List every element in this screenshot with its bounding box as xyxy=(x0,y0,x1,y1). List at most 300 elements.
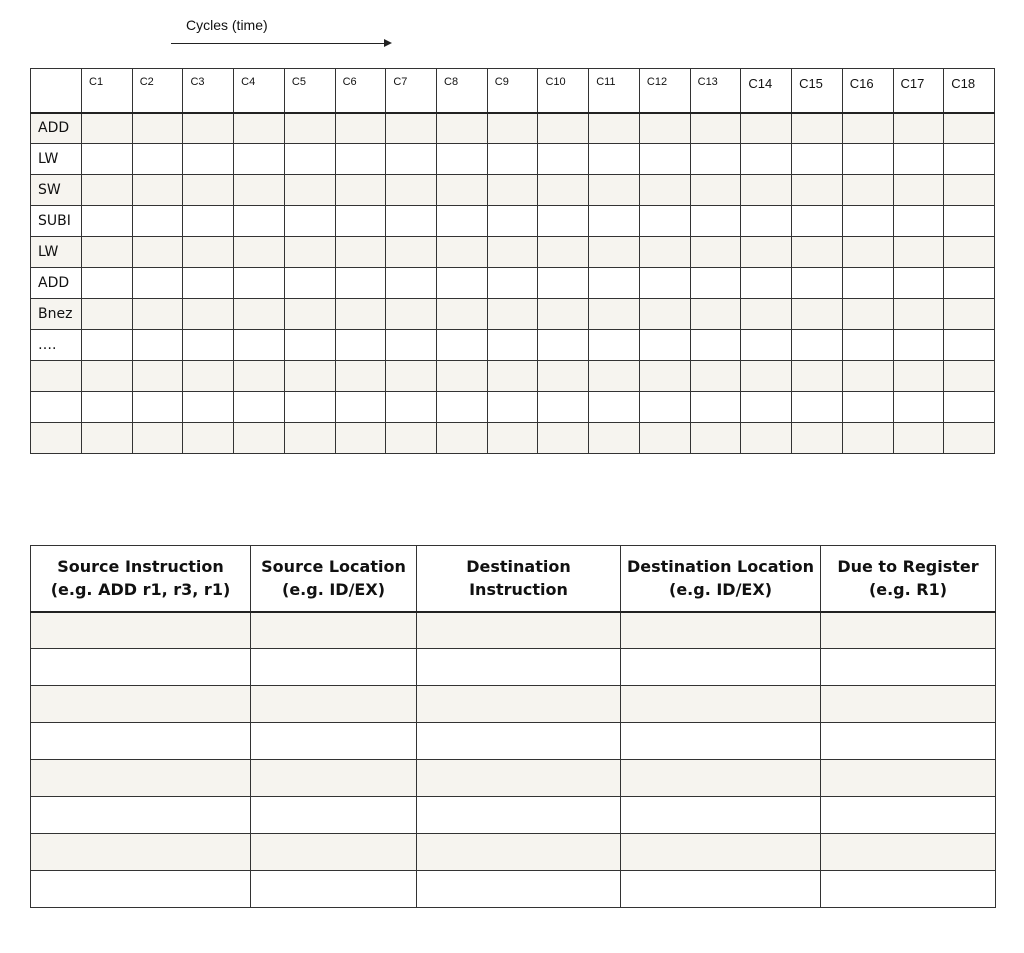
hazard-cell[interactable] xyxy=(31,649,251,686)
pipeline-row xyxy=(31,423,995,454)
hazard-cell[interactable] xyxy=(31,723,251,760)
pipeline-cell[interactable] xyxy=(589,237,640,268)
hazard-cell[interactable] xyxy=(251,723,417,760)
pipeline-cell[interactable] xyxy=(538,144,589,175)
pipeline-cell[interactable] xyxy=(183,423,234,454)
pipeline-cell[interactable] xyxy=(538,175,589,206)
column-header-line1: Destination xyxy=(466,557,571,577)
cycle-header: C18 xyxy=(944,69,995,113)
pipeline-cell[interactable] xyxy=(589,361,640,392)
cycle-header: C2 xyxy=(132,69,183,113)
pipeline-cell[interactable] xyxy=(741,423,792,454)
hazard-header-row xyxy=(31,546,996,612)
pipeline-cell[interactable] xyxy=(639,237,690,268)
pipeline-cell[interactable] xyxy=(386,268,437,299)
pipeline-cell[interactable] xyxy=(335,175,386,206)
pipeline-cell[interactable] xyxy=(335,206,386,237)
hazard-row xyxy=(31,723,996,760)
pipeline-cell[interactable] xyxy=(842,361,893,392)
pipeline-cell[interactable] xyxy=(690,330,741,361)
pipeline-cell[interactable] xyxy=(741,392,792,423)
pipeline-cell[interactable] xyxy=(335,330,386,361)
pipeline-cell[interactable] xyxy=(82,392,133,423)
pipeline-cell[interactable] xyxy=(639,361,690,392)
pipeline-cell[interactable] xyxy=(284,392,335,423)
pipeline-table xyxy=(30,68,995,454)
pipeline-cell[interactable] xyxy=(183,206,234,237)
pipeline-cell[interactable] xyxy=(437,423,488,454)
pipeline-cell[interactable] xyxy=(589,144,640,175)
pipeline-cell[interactable] xyxy=(792,175,843,206)
pipeline-cell[interactable] xyxy=(386,361,437,392)
pipeline-cell[interactable] xyxy=(183,268,234,299)
pipeline-cell[interactable] xyxy=(386,144,437,175)
column-header-line1: Due to Register xyxy=(837,557,979,577)
hazard-cell[interactable] xyxy=(621,686,821,723)
pipeline-cell[interactable] xyxy=(792,206,843,237)
column-header-line2: Instruction xyxy=(469,580,568,600)
hazard-cell[interactable] xyxy=(251,797,417,834)
hazard-cell[interactable] xyxy=(31,871,251,908)
pipeline-cell[interactable] xyxy=(690,113,741,144)
hazard-cell[interactable] xyxy=(821,612,996,649)
pipeline-cell[interactable] xyxy=(234,392,285,423)
pipeline-cell[interactable] xyxy=(842,330,893,361)
pipeline-cell[interactable] xyxy=(386,423,437,454)
pipeline-cell[interactable] xyxy=(437,299,488,330)
pipeline-cell[interactable] xyxy=(234,330,285,361)
pipeline-cell[interactable] xyxy=(538,206,589,237)
pipeline-cell[interactable] xyxy=(842,392,893,423)
hazard-row xyxy=(31,834,996,871)
hazard-cell[interactable] xyxy=(821,723,996,760)
pipeline-cell[interactable] xyxy=(792,299,843,330)
pipeline-row xyxy=(31,206,995,237)
hazard-table xyxy=(30,545,996,908)
pipeline-cell[interactable] xyxy=(82,113,133,144)
hazard-cell[interactable] xyxy=(821,760,996,797)
hazard-cell[interactable] xyxy=(621,649,821,686)
pipeline-cell[interactable] xyxy=(741,268,792,299)
pipeline-cell[interactable] xyxy=(335,113,386,144)
pipeline-cell[interactable] xyxy=(741,330,792,361)
instruction-label: SW xyxy=(31,175,82,206)
pipeline-cell[interactable] xyxy=(487,206,538,237)
pipeline-cell[interactable] xyxy=(589,175,640,206)
pipeline-cell[interactable] xyxy=(538,268,589,299)
pipeline-cell[interactable] xyxy=(893,113,944,144)
pipeline-cell[interactable] xyxy=(944,392,995,423)
pipeline-cell[interactable] xyxy=(842,175,893,206)
hazard-cell[interactable] xyxy=(821,834,996,871)
hazard-row xyxy=(31,871,996,908)
pipeline-cell[interactable] xyxy=(639,392,690,423)
pipeline-cell[interactable] xyxy=(132,330,183,361)
cycle-header: C9 xyxy=(487,69,538,113)
hazard-row xyxy=(31,649,996,686)
pipeline-row xyxy=(31,144,995,175)
pipeline-cell[interactable] xyxy=(437,175,488,206)
pipeline-cell[interactable] xyxy=(284,268,335,299)
pipeline-cell[interactable] xyxy=(538,299,589,330)
cycles-label: Cycles (time) xyxy=(186,17,268,33)
pipeline-cell[interactable] xyxy=(284,206,335,237)
instruction-label: …. xyxy=(31,330,82,361)
pipeline-cell[interactable] xyxy=(893,206,944,237)
pipeline-cell[interactable] xyxy=(132,299,183,330)
pipeline-cell[interactable] xyxy=(538,423,589,454)
pipeline-cell[interactable] xyxy=(944,268,995,299)
pipeline-cell[interactable] xyxy=(690,144,741,175)
pipeline-cell[interactable] xyxy=(690,237,741,268)
pipeline-cell[interactable] xyxy=(437,144,488,175)
hazard-cell[interactable] xyxy=(31,760,251,797)
pipeline-cell[interactable] xyxy=(893,299,944,330)
pipeline-cell[interactable] xyxy=(944,237,995,268)
pipeline-cell[interactable] xyxy=(589,423,640,454)
pipeline-cell[interactable] xyxy=(183,144,234,175)
hazard-column-header xyxy=(417,546,621,612)
pipeline-cell[interactable] xyxy=(944,144,995,175)
pipeline-cell[interactable] xyxy=(437,361,488,392)
pipeline-cell[interactable] xyxy=(437,113,488,144)
column-header-line2: (e.g. R1) xyxy=(868,580,948,600)
pipeline-cell[interactable] xyxy=(944,206,995,237)
cycle-header: C14 xyxy=(741,69,792,113)
pipeline-cell[interactable] xyxy=(132,144,183,175)
pipeline-cell[interactable] xyxy=(538,361,589,392)
hazard-cell[interactable] xyxy=(821,649,996,686)
pipeline-cell[interactable] xyxy=(487,299,538,330)
pipeline-cell[interactable] xyxy=(284,113,335,144)
hazard-cell[interactable] xyxy=(417,797,621,834)
pipeline-row xyxy=(31,113,995,144)
pipeline-cell[interactable] xyxy=(487,144,538,175)
hazard-column-header xyxy=(31,546,251,612)
pipeline-cell[interactable] xyxy=(82,237,133,268)
hazard-cell[interactable] xyxy=(251,871,417,908)
pipeline-cell[interactable] xyxy=(487,113,538,144)
hazard-cell[interactable] xyxy=(417,612,621,649)
pipeline-cell[interactable] xyxy=(386,392,437,423)
hazard-cell[interactable] xyxy=(251,649,417,686)
pipeline-cell[interactable] xyxy=(741,299,792,330)
hazard-cell[interactable] xyxy=(821,871,996,908)
pipeline-cell[interactable] xyxy=(589,206,640,237)
cycle-header: C16 xyxy=(842,69,893,113)
pipeline-cell[interactable] xyxy=(487,175,538,206)
hazard-column-header xyxy=(621,546,821,612)
hazard-cell[interactable] xyxy=(621,797,821,834)
pipeline-cell[interactable] xyxy=(792,113,843,144)
pipeline-row xyxy=(31,299,995,330)
hazard-cell[interactable] xyxy=(417,649,621,686)
hazard-cell[interactable] xyxy=(251,686,417,723)
pipeline-cell[interactable] xyxy=(183,361,234,392)
pipeline-cell[interactable] xyxy=(842,423,893,454)
pipeline-cell[interactable] xyxy=(589,392,640,423)
pipeline-cell[interactable] xyxy=(284,144,335,175)
time-arrow-line xyxy=(171,43,385,44)
pipeline-cell[interactable] xyxy=(893,392,944,423)
pipeline-cell[interactable] xyxy=(82,299,133,330)
pipeline-cell[interactable] xyxy=(792,237,843,268)
column-header-line2: (e.g. ID/EX) xyxy=(282,580,385,600)
cycle-header: C11 xyxy=(589,69,640,113)
pipeline-cell[interactable] xyxy=(893,361,944,392)
pipeline-cell[interactable] xyxy=(639,423,690,454)
instruction-label: ADD xyxy=(31,268,82,299)
pipeline-cell[interactable] xyxy=(639,144,690,175)
pipeline-cell[interactable] xyxy=(335,361,386,392)
pipeline-cell[interactable] xyxy=(82,361,133,392)
pipeline-cell[interactable] xyxy=(487,268,538,299)
pipeline-cell[interactable] xyxy=(639,113,690,144)
pipeline-cell[interactable] xyxy=(639,299,690,330)
cycle-header: C12 xyxy=(639,69,690,113)
hazard-cell[interactable] xyxy=(251,760,417,797)
column-header-line1: Destination Location xyxy=(626,557,815,577)
pipeline-cell[interactable] xyxy=(82,144,133,175)
pipeline-cell[interactable] xyxy=(639,268,690,299)
pipeline-cell[interactable] xyxy=(944,175,995,206)
pipeline-cell[interactable] xyxy=(284,175,335,206)
pipeline-cell[interactable] xyxy=(538,392,589,423)
cycle-header: C3 xyxy=(183,69,234,113)
pipeline-cell[interactable] xyxy=(82,268,133,299)
hazard-row xyxy=(31,760,996,797)
pipeline-cell[interactable] xyxy=(132,423,183,454)
pipeline-cell[interactable] xyxy=(893,237,944,268)
pipeline-cell[interactable] xyxy=(690,268,741,299)
hazard-cell[interactable] xyxy=(31,797,251,834)
hazard-row xyxy=(31,797,996,834)
column-header-line1: Source Location xyxy=(261,557,406,577)
pipeline-row xyxy=(31,392,995,423)
pipeline-cell[interactable] xyxy=(944,361,995,392)
pipeline-cell[interactable] xyxy=(893,175,944,206)
pipeline-cell[interactable] xyxy=(538,237,589,268)
pipeline-cell[interactable] xyxy=(335,144,386,175)
pipeline-cell[interactable] xyxy=(538,113,589,144)
pipeline-cell[interactable] xyxy=(893,268,944,299)
pipeline-cell[interactable] xyxy=(234,144,285,175)
pipeline-cell[interactable] xyxy=(792,392,843,423)
pipeline-cell[interactable] xyxy=(335,299,386,330)
pipeline-cell[interactable] xyxy=(386,299,437,330)
pipeline-cell[interactable] xyxy=(183,113,234,144)
pipeline-cell[interactable] xyxy=(132,113,183,144)
pipeline-cell[interactable] xyxy=(741,361,792,392)
pipeline-cell[interactable] xyxy=(437,392,488,423)
instruction-label: ADD xyxy=(31,113,82,144)
pipeline-cell[interactable] xyxy=(132,175,183,206)
pipeline-cell[interactable] xyxy=(437,206,488,237)
pipeline-cell[interactable] xyxy=(335,392,386,423)
hazard-cell[interactable] xyxy=(621,871,821,908)
pipeline-cell[interactable] xyxy=(132,206,183,237)
pipeline-cell[interactable] xyxy=(82,206,133,237)
hazard-cell[interactable] xyxy=(417,834,621,871)
pipeline-cell[interactable] xyxy=(183,299,234,330)
pipeline-cell[interactable] xyxy=(842,113,893,144)
pipeline-cell[interactable] xyxy=(132,237,183,268)
pipeline-cell[interactable] xyxy=(132,361,183,392)
pipeline-cell[interactable] xyxy=(842,206,893,237)
cycle-header: C15 xyxy=(792,69,843,113)
pipeline-cell[interactable] xyxy=(183,175,234,206)
pipeline-cell[interactable] xyxy=(589,268,640,299)
pipeline-cell[interactable] xyxy=(82,175,133,206)
pipeline-cell[interactable] xyxy=(487,330,538,361)
cycle-header: C13 xyxy=(690,69,741,113)
pipeline-cell[interactable] xyxy=(234,113,285,144)
pipeline-cell[interactable] xyxy=(589,299,640,330)
hazard-cell[interactable] xyxy=(621,723,821,760)
hazard-column-header xyxy=(821,546,996,612)
pipeline-cell[interactable] xyxy=(335,237,386,268)
pipeline-cell[interactable] xyxy=(234,175,285,206)
hazard-cell[interactable] xyxy=(417,760,621,797)
pipeline-cell[interactable] xyxy=(487,423,538,454)
pipeline-cell[interactable] xyxy=(792,144,843,175)
pipeline-cell[interactable] xyxy=(386,113,437,144)
pipeline-cell[interactable] xyxy=(234,206,285,237)
hazard-cell[interactable] xyxy=(417,686,621,723)
pipeline-cell[interactable] xyxy=(234,361,285,392)
pipeline-cell[interactable] xyxy=(284,237,335,268)
pipeline-row xyxy=(31,175,995,206)
pipeline-cell[interactable] xyxy=(944,330,995,361)
pipeline-cell[interactable] xyxy=(284,423,335,454)
hazard-cell[interactable] xyxy=(821,686,996,723)
hazard-cell[interactable] xyxy=(251,612,417,649)
pipeline-cell[interactable] xyxy=(335,268,386,299)
pipeline-cell[interactable] xyxy=(741,144,792,175)
pipeline-cell[interactable] xyxy=(487,361,538,392)
hazard-cell[interactable] xyxy=(417,723,621,760)
pipeline-cell[interactable] xyxy=(690,392,741,423)
pipeline-cell[interactable] xyxy=(893,423,944,454)
pipeline-cell[interactable] xyxy=(234,423,285,454)
pipeline-cell[interactable] xyxy=(690,206,741,237)
pipeline-cell[interactable] xyxy=(386,237,437,268)
pipeline-cell[interactable] xyxy=(335,423,386,454)
pipeline-cell[interactable] xyxy=(284,330,335,361)
pipeline-cell[interactable] xyxy=(538,330,589,361)
pipeline-cell[interactable] xyxy=(741,113,792,144)
column-header-line2: (e.g. ID/EX) xyxy=(669,580,772,600)
pipeline-cell[interactable] xyxy=(690,175,741,206)
pipeline-cell[interactable] xyxy=(741,237,792,268)
cycle-header: C1 xyxy=(82,69,133,113)
pipeline-cell[interactable] xyxy=(690,299,741,330)
pipeline-cell[interactable] xyxy=(386,330,437,361)
pipeline-cell[interactable] xyxy=(639,175,690,206)
pipeline-cell[interactable] xyxy=(944,423,995,454)
hazard-row xyxy=(31,612,996,649)
pipeline-cell[interactable] xyxy=(82,423,133,454)
pipeline-cell[interactable] xyxy=(386,206,437,237)
pipeline-cell[interactable] xyxy=(842,268,893,299)
pipeline-cell[interactable] xyxy=(842,299,893,330)
pipeline-cell[interactable] xyxy=(639,206,690,237)
pipeline-cell[interactable] xyxy=(842,144,893,175)
hazard-cell[interactable] xyxy=(31,612,251,649)
hazard-cell[interactable] xyxy=(31,834,251,871)
pipeline-cell[interactable] xyxy=(234,299,285,330)
pipeline-cell[interactable] xyxy=(589,113,640,144)
pipeline-corner-cell xyxy=(31,69,82,113)
hazard-cell[interactable] xyxy=(417,871,621,908)
pipeline-row xyxy=(31,268,995,299)
pipeline-cell[interactable] xyxy=(437,268,488,299)
pipeline-cell[interactable] xyxy=(792,361,843,392)
pipeline-cell[interactable] xyxy=(741,206,792,237)
time-arrow-icon xyxy=(384,39,392,47)
pipeline-cell[interactable] xyxy=(437,330,488,361)
pipeline-row xyxy=(31,361,995,392)
cycle-header: C6 xyxy=(335,69,386,113)
pipeline-cell[interactable] xyxy=(792,423,843,454)
pipeline-cell[interactable] xyxy=(944,113,995,144)
pipeline-cell[interactable] xyxy=(386,175,437,206)
pipeline-cell[interactable] xyxy=(944,299,995,330)
pipeline-cell[interactable] xyxy=(842,237,893,268)
cycle-header: C17 xyxy=(893,69,944,113)
pipeline-cell[interactable] xyxy=(639,330,690,361)
pipeline-cell[interactable] xyxy=(183,330,234,361)
hazard-cell[interactable] xyxy=(621,760,821,797)
pipeline-row xyxy=(31,330,995,361)
hazard-cell[interactable] xyxy=(251,834,417,871)
pipeline-cell[interactable] xyxy=(589,330,640,361)
pipeline-cell[interactable] xyxy=(284,361,335,392)
pipeline-cell[interactable] xyxy=(284,299,335,330)
hazard-column-header xyxy=(251,546,417,612)
pipeline-cell[interactable] xyxy=(893,330,944,361)
pipeline-cell[interactable] xyxy=(487,392,538,423)
pipeline-cell[interactable] xyxy=(792,330,843,361)
hazard-cell[interactable] xyxy=(621,612,821,649)
cycle-header: C8 xyxy=(437,69,488,113)
hazard-cell[interactable] xyxy=(621,834,821,871)
pipeline-cell[interactable] xyxy=(82,330,133,361)
cycle-header: C4 xyxy=(234,69,285,113)
pipeline-cell[interactable] xyxy=(437,237,488,268)
pipeline-cell[interactable] xyxy=(234,268,285,299)
cycle-header: C7 xyxy=(386,69,437,113)
instruction-label: Bnez xyxy=(31,299,82,330)
cycle-header: C5 xyxy=(284,69,335,113)
hazard-cell[interactable] xyxy=(821,797,996,834)
hazard-row xyxy=(31,686,996,723)
pipeline-cell[interactable] xyxy=(893,144,944,175)
pipeline-cell[interactable] xyxy=(183,392,234,423)
pipeline-cell[interactable] xyxy=(487,237,538,268)
pipeline-cell[interactable] xyxy=(741,175,792,206)
pipeline-cell[interactable] xyxy=(690,423,741,454)
pipeline-cell[interactable] xyxy=(234,237,285,268)
column-header-line1: Source Instruction xyxy=(57,557,224,577)
pipeline-cell[interactable] xyxy=(690,361,741,392)
pipeline-cell[interactable] xyxy=(132,268,183,299)
pipeline-cell[interactable] xyxy=(183,237,234,268)
hazard-cell[interactable] xyxy=(31,686,251,723)
pipeline-cell[interactable] xyxy=(792,268,843,299)
pipeline-row xyxy=(31,237,995,268)
pipeline-cell[interactable] xyxy=(132,392,183,423)
